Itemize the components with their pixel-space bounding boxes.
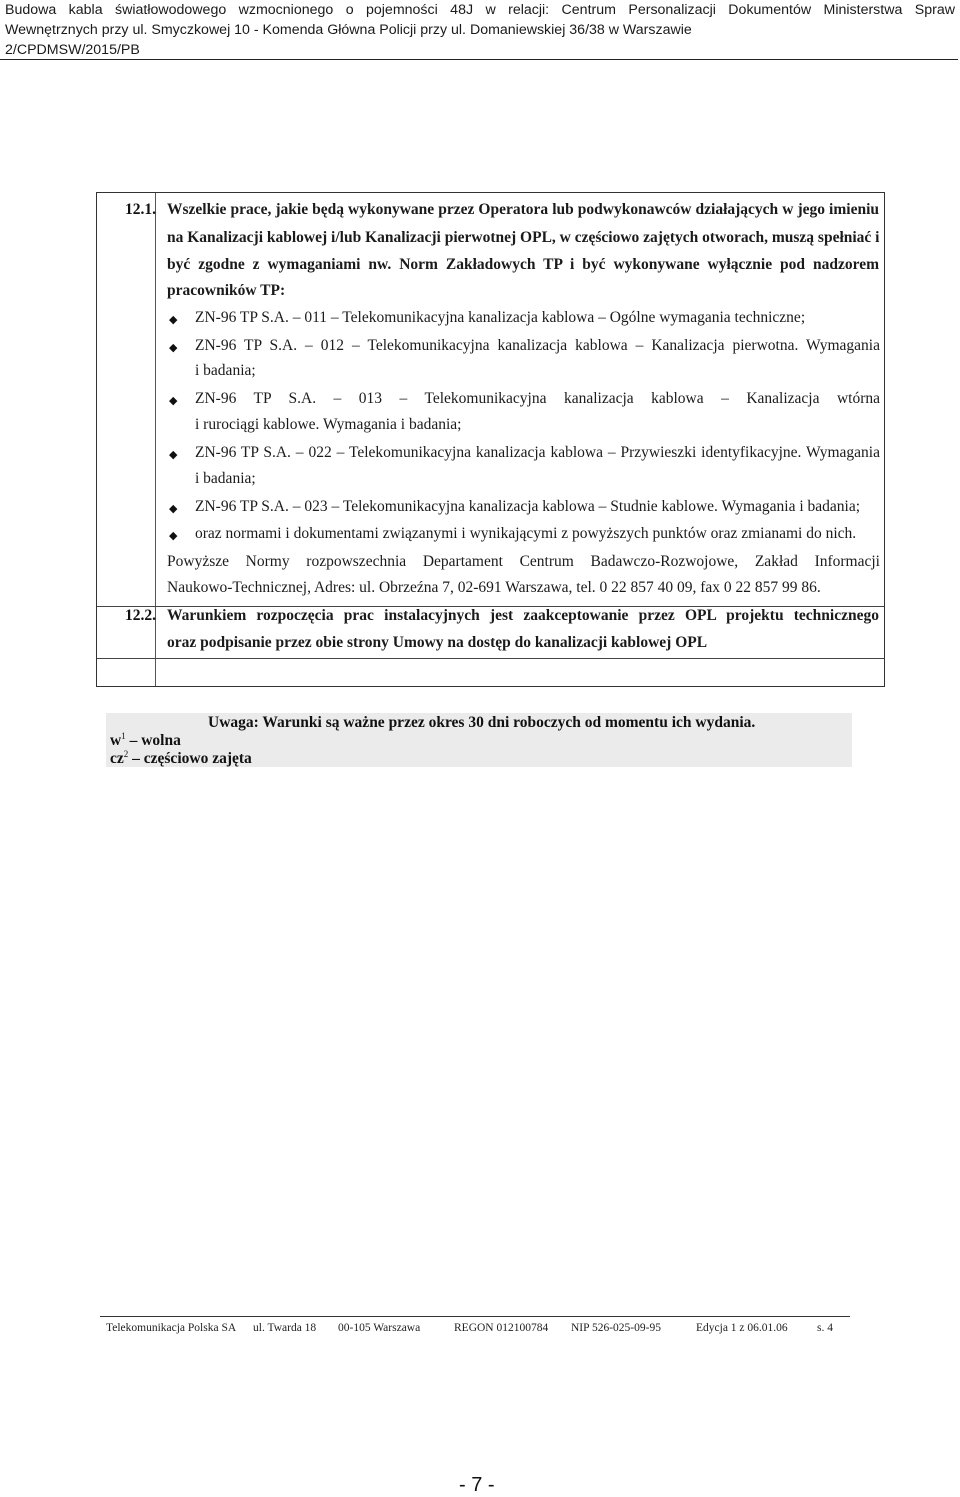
section-12-1-line: być zgodne z wymaganiami nw. Norm Zakładowych TP i być wykonywane wyłącznie pod nadzorem bbox=[167, 256, 879, 273]
norm-item: oraz normami i dokumentami związanymi i wynikającymi z powyższych punktów oraz zmianami do nich. bbox=[195, 525, 857, 542]
norm-item: ZN-96 TP S.A. – 022 – Telekomunikacyjna kanalizacja kablowa – Przywieszki identyfikacyjne. Wymagania bbox=[195, 444, 880, 461]
header-line-2: Wewnętrznych przy ul. Smyczkowej 10 - Komenda Główna Policji przy ul. Domaniewskiej 36/38 w Warszawie bbox=[5, 22, 692, 38]
bullet-icon: ◆ bbox=[169, 314, 178, 326]
bullet-icon: ◆ bbox=[169, 342, 178, 354]
norms-source-line: Naukowo-Technicznej, Adres: ul. Obrzeźna 7, 02-691 Warszawa, tel. 0 22 857 40 09, fax 0 22 857 99 86. bbox=[167, 579, 821, 596]
footer-nip: NIP 526-025-09-95 bbox=[571, 1322, 661, 1334]
footer-rule bbox=[100, 1316, 850, 1317]
bullet-icon: ◆ bbox=[169, 503, 178, 515]
norm-item: ZN-96 TP S.A. – 011 – Telekomunikacyjna kanalizacja kablowa – Ogólne wymagania techniczne; bbox=[195, 309, 806, 326]
legend-item-wolna: $w^1$ – wolna bbox=[110, 731, 181, 750]
norm-item: ZN-96 TP S.A. – 012 – Telekomunikacyjna kanalizacja kablowa – Kanalizacja pierwotna. Wymagania bbox=[195, 337, 880, 354]
header-line-3: 2/CPDMSW/2015/PB bbox=[5, 42, 140, 58]
footer-street: ul. Twarda 18 bbox=[253, 1322, 317, 1334]
section-12-1-line: Wszelkie prace, jakie będą wykonywane przez Operatora lub podwykonawców działających w jego imieniu bbox=[167, 201, 879, 218]
bullet-icon: ◆ bbox=[169, 530, 178, 542]
document-header bbox=[5, 0, 955, 60]
section-12-1-line: pracowników TP: bbox=[167, 282, 286, 299]
norm-item-continuation: i badania; bbox=[195, 362, 256, 379]
section-12-1-line: na Kanalizacji kablowej i/lub Kanalizacji pierwotnej OPL, w częściowo zajętych otworach, muszą spełniać i bbox=[167, 229, 880, 246]
footer-page: s. 4 bbox=[817, 1322, 833, 1334]
norm-item-continuation: i rurociągi kablowe. Wymagania i badania; bbox=[195, 416, 462, 433]
footer-edition: Edycja 1 z 06.01.06 bbox=[696, 1322, 788, 1334]
legend-item-czesciowo-zajeta: $cz^2$ – częściowo zajęta bbox=[110, 749, 252, 768]
norm-item-continuation: i badania; bbox=[195, 470, 256, 487]
header-rule bbox=[0, 59, 958, 60]
bullet-icon: ◆ bbox=[169, 449, 178, 461]
table-row-divider bbox=[97, 658, 884, 659]
section-12-2-line: Warunkiem rozpoczęcia prac instalacyjnych jest zaakceptowanie przez OPL projektu technicznego bbox=[167, 607, 879, 624]
norm-item: ZN-96 TP S.A. – 023 – Telekomunikacyjna kanalizacja kablowa – Studnie kablowe. Wymagania i badania; bbox=[195, 498, 861, 515]
section-number-12-1: 12.1. bbox=[125, 201, 156, 218]
section-number-12-2: 12.2. bbox=[125, 607, 156, 624]
norms-source-line: Powyższe Normy rozpowszechnia Departament Centrum Badawczo-Rozwojowe, Zakład Informacji bbox=[167, 553, 880, 570]
page-number: - 7 - bbox=[459, 1474, 495, 1496]
section-12-2-line: oraz podpisanie przez obie strony Umowy na dostęp do kanalizacji kablowej OPL bbox=[167, 634, 708, 651]
bullet-icon: ◆ bbox=[169, 395, 178, 407]
footer-city: 00-105 Warszawa bbox=[338, 1322, 421, 1334]
validity-note: Uwaga: Warunki są ważne przez okres 30 dni roboczych od momentu ich wydania. bbox=[208, 714, 756, 731]
footer-company: Telekomunikacja Polska SA bbox=[106, 1322, 237, 1334]
norm-item: ZN-96 TP S.A. – 013 – Telekomunikacyjna kanalizacja kablowa – Kanalizacja wtórna bbox=[195, 390, 880, 407]
header-line-1: Budowa kabla światłowodowego wzmocnionego o pojemności 48J w relacji: Centrum Personalizacji Dokumentów Ministerstwa Spraw bbox=[5, 2, 955, 18]
footer-regon: REGON 012100784 bbox=[454, 1322, 549, 1334]
